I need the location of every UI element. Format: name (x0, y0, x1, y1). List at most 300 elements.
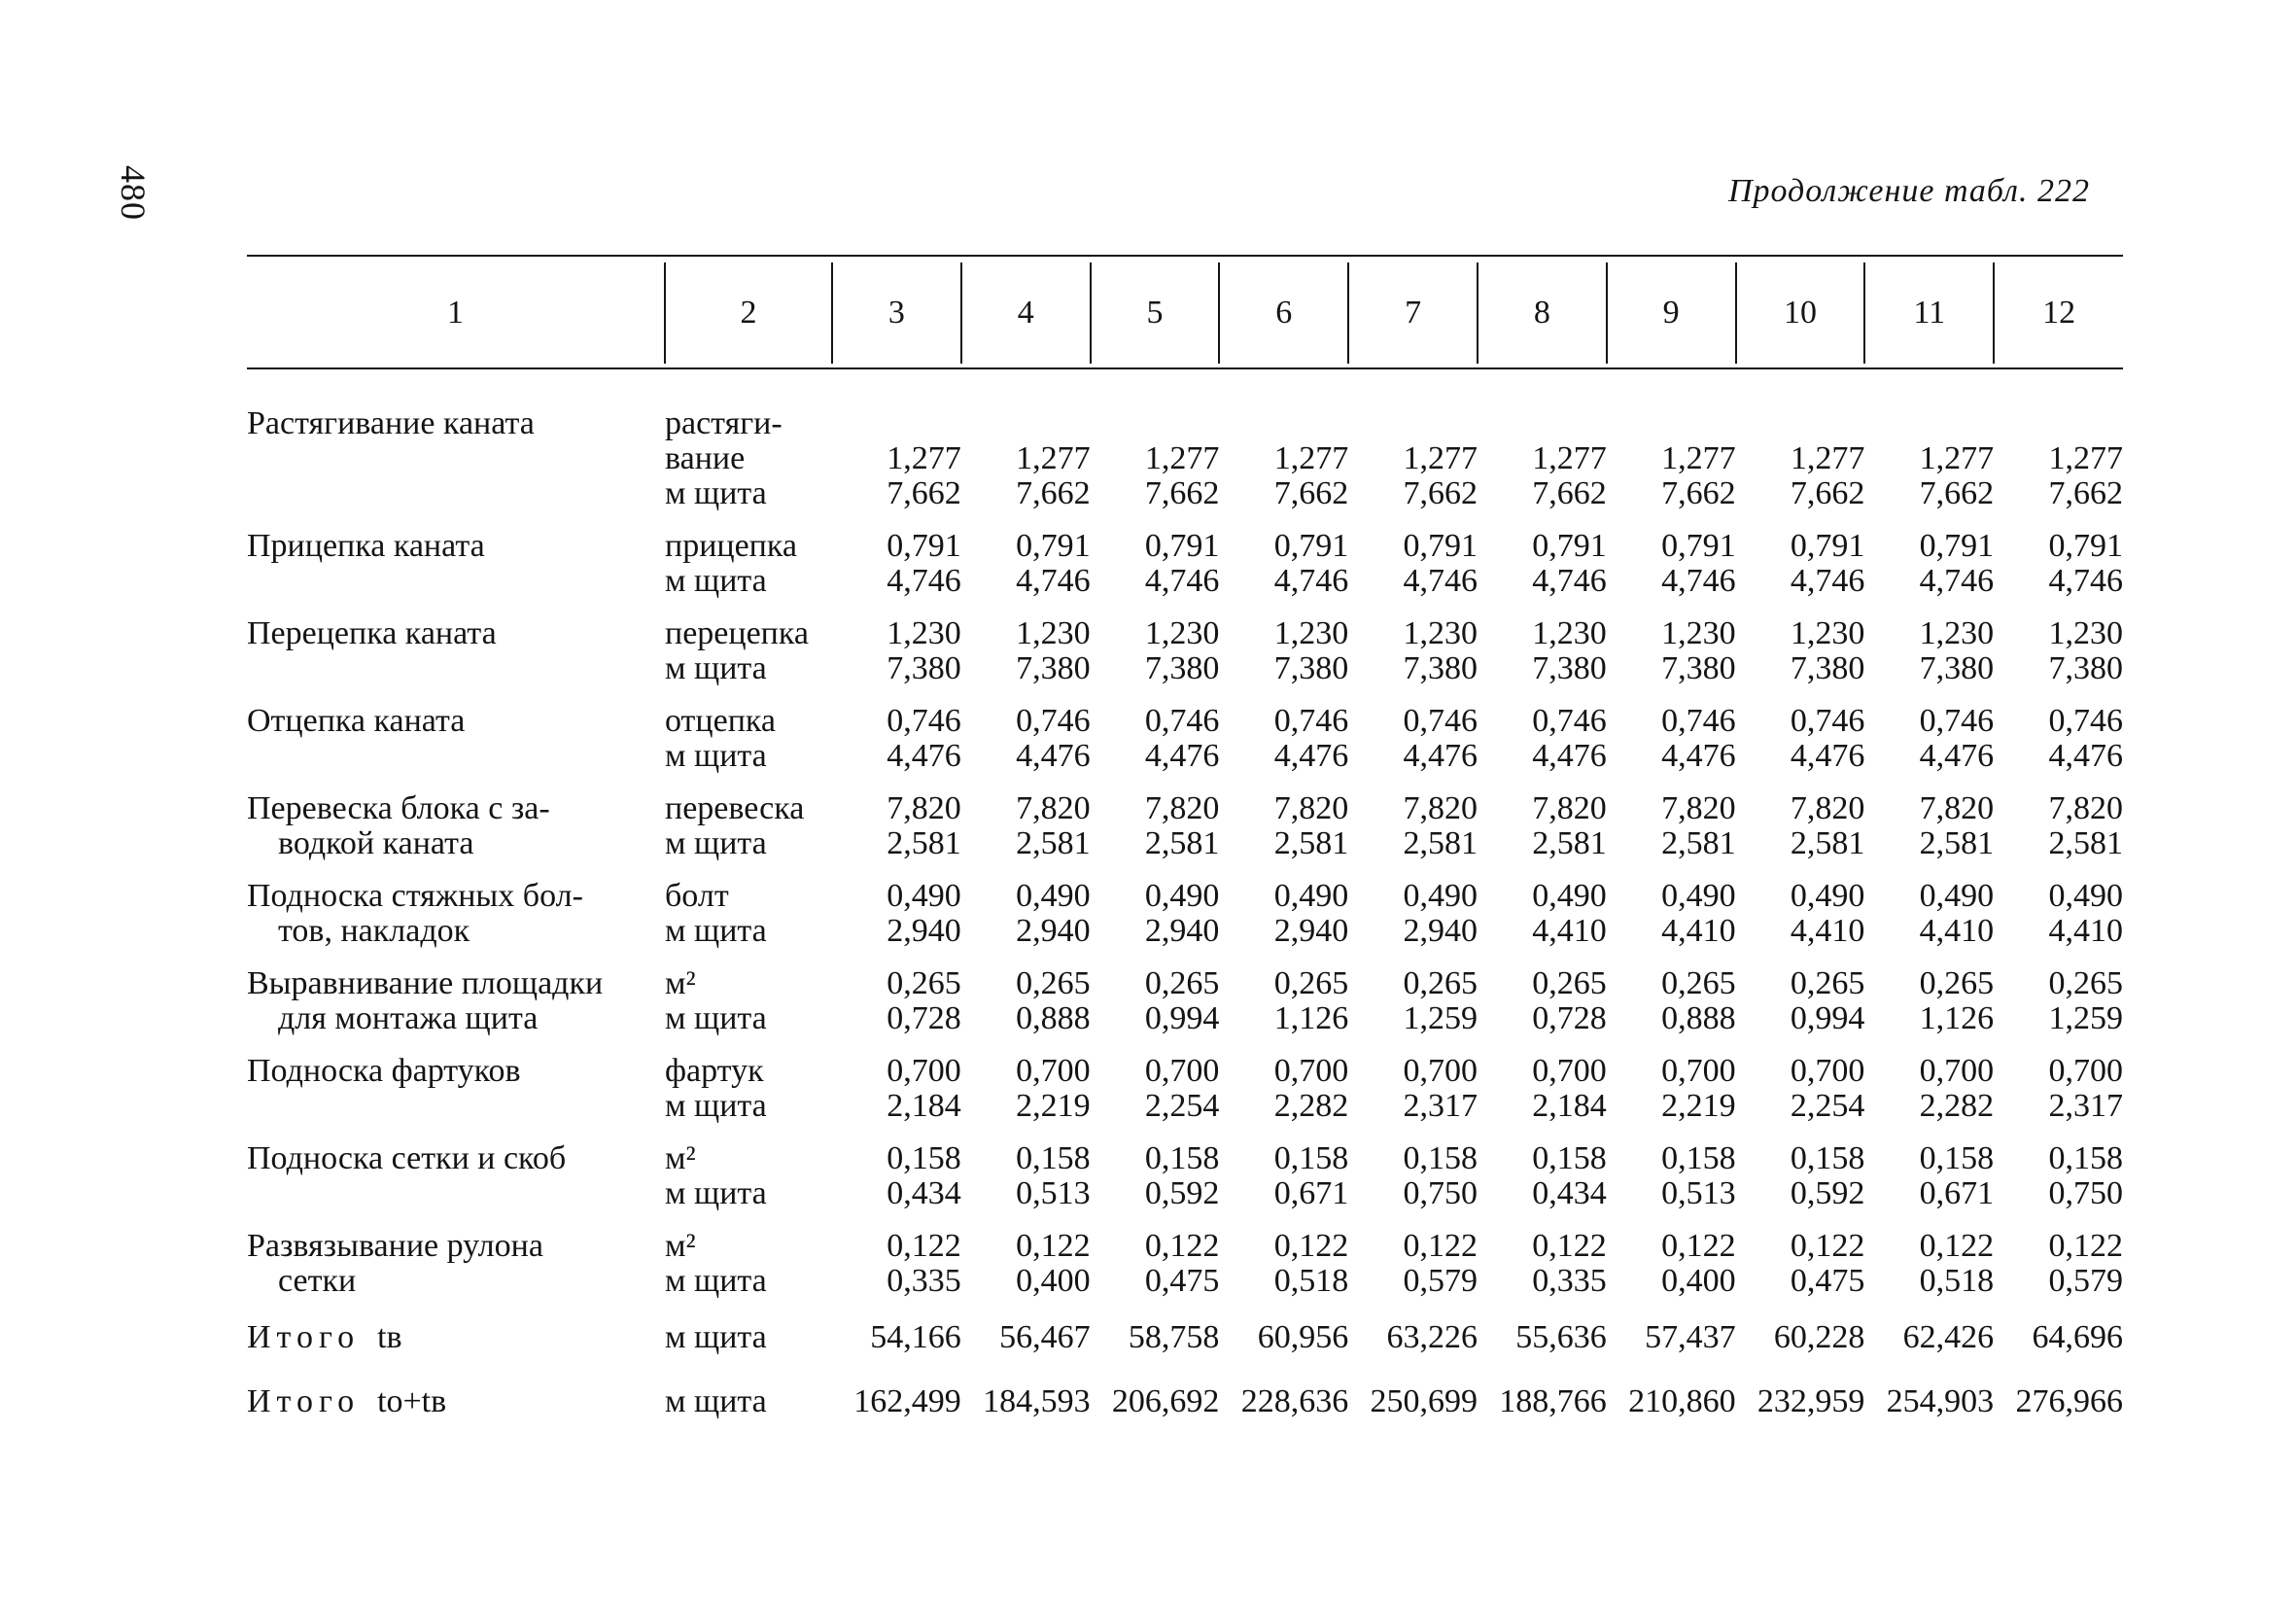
value-line: 0,265 (887, 965, 961, 1001)
value-cell (1736, 966, 1865, 1054)
value-line: 0,158 (1661, 1140, 1736, 1176)
value-line: 0,746 (1790, 703, 1865, 739)
value-line: 2,581 (1661, 825, 1736, 861)
total-label (247, 1316, 665, 1381)
value-line: 0,994 (1144, 1000, 1220, 1036)
table-top-rule (247, 255, 2123, 257)
value-line: 4,746 (1016, 563, 1091, 599)
value-cell (1864, 791, 1994, 879)
table-caption: Продолжение табл. 222 (1727, 173, 2090, 209)
table-row (247, 966, 2123, 1054)
unit-line: растяги- (665, 405, 783, 441)
value-line: 0,158 (1403, 1140, 1478, 1176)
value-line: 0,158 (1532, 1140, 1607, 1176)
value-cell (1736, 1054, 1865, 1141)
column-header: 6 (1219, 262, 1348, 364)
value-line: 0,994 (1790, 1000, 1865, 1036)
value-line: 1,259 (1403, 1000, 1478, 1036)
value-line: 4,410 (1790, 913, 1865, 949)
value-line: 0,791 (887, 528, 961, 564)
value-line: 4,410 (1532, 913, 1607, 949)
total-value: 60,228 (1773, 1319, 1865, 1355)
value-line: 0,728 (887, 1000, 961, 1036)
value-line: 1,230 (1273, 615, 1349, 651)
total-value: 206,692 (1111, 1383, 1220, 1419)
value-line: 4,746 (1661, 563, 1736, 599)
value-line: 0,750 (1403, 1175, 1478, 1211)
page-number: 480 (114, 165, 153, 221)
value-line: 7,380 (1532, 650, 1607, 686)
value-line: 0,490 (2048, 878, 2123, 914)
unit-cell (665, 616, 832, 704)
value-line: 0,791 (1919, 528, 1995, 564)
value-line: 0,158 (1016, 1140, 1091, 1176)
value-line: 2,282 (1273, 1088, 1349, 1124)
value-cell (1219, 1141, 1348, 1229)
value-cell (832, 791, 961, 879)
value-line: 2,219 (1661, 1088, 1736, 1124)
value-line: 7,662 (1532, 475, 1607, 511)
value-line: 4,476 (1016, 738, 1091, 774)
value-line: 1,126 (1273, 1000, 1349, 1036)
table-row (247, 1054, 2123, 1141)
value-line: 2,581 (1790, 825, 1865, 861)
value-line: 0,490 (1016, 878, 1091, 914)
total-value: 210,860 (1628, 1383, 1736, 1419)
value-cell (1994, 791, 2123, 879)
value-line: 7,380 (887, 650, 961, 686)
value-line: 0,122 (1661, 1228, 1736, 1264)
value-line: 1,277 (1016, 440, 1091, 476)
value-cell (1736, 406, 1865, 529)
value-line: 2,282 (1919, 1088, 1995, 1124)
value-cell (1607, 529, 1736, 616)
value-line: 0,335 (1532, 1263, 1607, 1299)
value-line: 1,230 (1532, 615, 1607, 651)
value-line: 0,700 (1919, 1053, 1995, 1089)
operation-name-line: Перевеска блока с за- (247, 790, 550, 826)
value-line: 7,820 (1016, 790, 1091, 826)
value-line: 1,277 (1790, 440, 1865, 476)
total-unit: м щита (665, 1319, 767, 1355)
column-header: 2 (665, 262, 832, 364)
value-cell (1219, 1054, 1348, 1141)
unit-line: м щита (665, 738, 767, 774)
value-line: 7,380 (2048, 650, 2123, 686)
value-line: 7,662 (2048, 475, 2123, 511)
value-line: 7,380 (1016, 650, 1091, 686)
table-row (247, 529, 2123, 616)
value-line: 2,254 (1790, 1088, 1865, 1124)
value-cell (1607, 616, 1736, 704)
value-line: 7,820 (1532, 790, 1607, 826)
value-line: 4,476 (1790, 738, 1865, 774)
value-line: 2,581 (2048, 825, 2123, 861)
value-cell (1348, 616, 1478, 704)
value-line: 7,662 (1016, 475, 1091, 511)
value-line: 0,158 (2048, 1140, 2123, 1176)
value-line: 4,746 (1532, 563, 1607, 599)
value-line: 7,820 (2048, 790, 2123, 826)
value-line: 0,579 (1403, 1263, 1478, 1299)
value-line: 7,820 (1273, 790, 1349, 826)
value-line: 0,434 (887, 1175, 961, 1211)
value-line: 0,700 (1403, 1053, 1478, 1089)
value-cell (1348, 1054, 1478, 1141)
value-line: 2,184 (1532, 1088, 1607, 1124)
unit-line: м щита (665, 825, 767, 861)
value-line: 0,265 (1144, 965, 1220, 1001)
value-line: 1,277 (1919, 440, 1995, 476)
unit-line: перевеска (665, 790, 805, 826)
value-line: 0,265 (1661, 965, 1736, 1001)
total-value: 60,956 (1257, 1319, 1349, 1355)
unit-line: м щита (665, 650, 767, 686)
value-cell (1607, 1141, 1736, 1229)
value-cell (1478, 1229, 1607, 1316)
value-line: 0,746 (1403, 703, 1478, 739)
value-line: 7,380 (1273, 650, 1349, 686)
value-cell (832, 406, 961, 529)
operation-name (247, 1141, 665, 1229)
value-cell (1219, 406, 1348, 529)
value-cell (1219, 879, 1348, 966)
total-label-symbol: tв (377, 1319, 402, 1355)
value-line: 0,791 (1403, 528, 1478, 564)
value-line: 7,380 (1144, 650, 1220, 686)
value-line: 2,219 (1016, 1088, 1091, 1124)
unit-cell (665, 1054, 832, 1141)
value-line: 1,230 (887, 615, 961, 651)
value-cell (1478, 1141, 1607, 1229)
value-line: 0,888 (1016, 1000, 1091, 1036)
unit-line: м щита (665, 563, 767, 599)
value-cell (832, 1229, 961, 1316)
value-line: 0,265 (1016, 965, 1091, 1001)
total-value: 184,593 (983, 1383, 1091, 1419)
value-line: 0,400 (1661, 1263, 1736, 1299)
value-line: 0,791 (1661, 528, 1736, 564)
value-cell (1736, 791, 1865, 879)
column-header: 5 (1091, 262, 1220, 364)
value-line: 7,820 (1919, 790, 1995, 826)
column-header: 7 (1348, 262, 1478, 364)
value-cell (1736, 529, 1865, 616)
value-line: 7,662 (1919, 475, 1995, 511)
value-line: 7,380 (1790, 650, 1865, 686)
operation-name-line: Отцепка каната (247, 703, 466, 739)
value-line: 0,265 (1919, 965, 1995, 1001)
operation-name-line: Развязывание рулона (247, 1228, 543, 1264)
value-line: 4,476 (1919, 738, 1995, 774)
value-cell (1478, 704, 1607, 791)
total-row (247, 1381, 2123, 1445)
value-cell (1348, 879, 1478, 966)
value-line: 0,746 (1144, 703, 1220, 739)
value-line: 0,158 (887, 1140, 961, 1176)
unit-cell (665, 704, 832, 791)
value-cell (832, 616, 961, 704)
value-line: 0,700 (2048, 1053, 2123, 1089)
value-cell (1864, 1141, 1994, 1229)
value-cell (1219, 966, 1348, 1054)
value-line: 4,476 (1273, 738, 1349, 774)
operation-name-line: тов, накладок (278, 913, 470, 949)
value-cell (961, 616, 1091, 704)
value-cell (1607, 791, 1736, 879)
value-line: 7,820 (1403, 790, 1478, 826)
value-line: 0,265 (1790, 965, 1865, 1001)
column-header: 4 (961, 262, 1091, 364)
value-line: 1,277 (1403, 440, 1478, 476)
value-line: 0,122 (1016, 1228, 1091, 1264)
value-line: 1,259 (2048, 1000, 2123, 1036)
value-line: 1,230 (1790, 615, 1865, 651)
value-line: 2,581 (1144, 825, 1220, 861)
value-cell (1864, 529, 1994, 616)
value-line: 2,581 (1919, 825, 1995, 861)
operation-name (247, 1054, 665, 1141)
table-row (247, 791, 2123, 879)
unit-line: м щита (665, 475, 767, 511)
column-header: 1 (447, 295, 464, 331)
value-cell (832, 1141, 961, 1229)
value-line: 0,791 (1273, 528, 1349, 564)
value-cell (1478, 966, 1607, 1054)
value-cell (1478, 879, 1607, 966)
operation-name (247, 704, 665, 791)
value-line: 2,940 (1273, 913, 1349, 949)
value-line: 0,671 (1273, 1175, 1349, 1211)
operation-name (247, 616, 665, 704)
value-cell (1091, 791, 1220, 879)
value-line: 0,513 (1661, 1175, 1736, 1211)
value-cell (1348, 966, 1478, 1054)
value-cell (961, 966, 1091, 1054)
value-line: 2,317 (1403, 1088, 1478, 1124)
unit-cell (665, 966, 832, 1054)
value-line: 2,940 (1016, 913, 1091, 949)
value-cell (1994, 966, 2123, 1054)
value-line: 4,410 (1661, 913, 1736, 949)
value-cell (961, 879, 1091, 966)
value-cell (1864, 879, 1994, 966)
value-line: 1,230 (1144, 615, 1220, 651)
total-value: 228,636 (1240, 1383, 1349, 1419)
value-line: 4,476 (1532, 738, 1607, 774)
unit-cell (665, 406, 832, 529)
value-cell (832, 1054, 961, 1141)
total-value: 57,437 (1645, 1319, 1736, 1355)
value-line: 4,746 (887, 563, 961, 599)
value-line: 7,380 (1919, 650, 1995, 686)
value-line: 2,940 (1144, 913, 1220, 949)
operation-name-line: Выравнивание площадки (247, 965, 604, 1001)
value-cell (1736, 879, 1865, 966)
value-line: 1,277 (1273, 440, 1349, 476)
unit-line: м² (665, 1140, 696, 1176)
value-line: 0,700 (887, 1053, 961, 1089)
operation-name (247, 879, 665, 966)
value-line: 1,126 (1919, 1000, 1995, 1036)
value-cell (1219, 704, 1348, 791)
value-line: 0,158 (1790, 1140, 1865, 1176)
value-cell (1219, 616, 1348, 704)
value-line: 1,277 (887, 440, 961, 476)
value-cell (1864, 1054, 1994, 1141)
value-cell (1478, 1054, 1607, 1141)
value-line: 0,579 (2048, 1263, 2123, 1299)
value-line: 0,475 (1790, 1263, 1865, 1299)
total-value: 162,499 (853, 1383, 961, 1419)
value-cell (1864, 1229, 1994, 1316)
value-line: 4,476 (1144, 738, 1220, 774)
value-cell (1478, 529, 1607, 616)
value-cell (1607, 704, 1736, 791)
total-value: 56,467 (999, 1319, 1091, 1355)
value-cell (1994, 1054, 2123, 1141)
value-cell (1091, 1054, 1220, 1141)
operation-name-line: Подноска фартуков (247, 1053, 521, 1089)
value-line: 0,265 (1532, 965, 1607, 1001)
value-line: 0,671 (1919, 1175, 1995, 1211)
value-line: 4,476 (887, 738, 961, 774)
total-label (247, 1381, 665, 1445)
value-cell (961, 704, 1091, 791)
value-line: 0,518 (1919, 1263, 1995, 1299)
operation-name (247, 406, 665, 529)
column-header: 9 (1607, 262, 1736, 364)
value-cell (961, 1141, 1091, 1229)
value-line: 0,490 (887, 878, 961, 914)
total-unit: м щита (665, 1383, 767, 1419)
column-header: 8 (1478, 262, 1607, 364)
value-line: 0,490 (1144, 878, 1220, 914)
value-cell (1864, 966, 1994, 1054)
unit-line: м² (665, 1228, 696, 1264)
value-line: 4,476 (2048, 738, 2123, 774)
total-value: 276,966 (2015, 1383, 2123, 1419)
value-cell (832, 879, 961, 966)
value-cell (832, 704, 961, 791)
value-cell (832, 966, 961, 1054)
value-cell (1478, 791, 1607, 879)
operation-name-line: водкой каната (278, 825, 474, 861)
value-line: 7,662 (1403, 475, 1478, 511)
value-line: 0,490 (1661, 878, 1736, 914)
value-line: 0,700 (1661, 1053, 1736, 1089)
value-cell (1348, 529, 1478, 616)
table-row (247, 1229, 2123, 1316)
value-line: 0,122 (1273, 1228, 1349, 1264)
value-cell (1864, 704, 1994, 791)
value-line: 4,476 (1403, 738, 1478, 774)
operation-name-line: Прицепка каната (247, 528, 485, 564)
value-line: 7,380 (1661, 650, 1736, 686)
value-cell (1994, 879, 2123, 966)
value-cell (1478, 616, 1607, 704)
value-cell (1736, 616, 1865, 704)
value-cell (1091, 1229, 1220, 1316)
total-value: 250,699 (1370, 1383, 1478, 1419)
unit-cell (665, 1141, 832, 1229)
value-line: 0,888 (1661, 1000, 1736, 1036)
total-value: 54,166 (870, 1319, 961, 1355)
value-cell (961, 406, 1091, 529)
value-line: 1,277 (1661, 440, 1736, 476)
value-cell (1348, 406, 1478, 529)
value-line: 1,230 (1919, 615, 1995, 651)
value-line: 0,122 (1790, 1228, 1865, 1264)
table-row (247, 1141, 2123, 1229)
value-line: 0,490 (1790, 878, 1865, 914)
total-value: 58,758 (1128, 1319, 1220, 1355)
value-cell (1348, 1141, 1478, 1229)
value-line: 4,410 (1919, 913, 1995, 949)
value-line: 0,335 (887, 1263, 961, 1299)
value-line: 0,746 (1532, 703, 1607, 739)
total-value: 188,766 (1499, 1383, 1607, 1419)
value-line: 0,400 (1016, 1263, 1091, 1299)
value-line: 7,820 (1661, 790, 1736, 826)
value-line: 2,940 (1403, 913, 1478, 949)
table-row (247, 704, 2123, 791)
total-label-symbol: tо+tв (377, 1383, 447, 1419)
value-line: 0,750 (2048, 1175, 2123, 1211)
value-line: 0,490 (1532, 878, 1607, 914)
unit-cell (665, 791, 832, 879)
total-value: 232,959 (1757, 1383, 1865, 1419)
value-line: 7,380 (1403, 650, 1478, 686)
value-line: 2,581 (887, 825, 961, 861)
value-cell (1348, 1229, 1478, 1316)
operation-name-line: Перецепка каната (247, 615, 497, 651)
value-line: 1,230 (1403, 615, 1478, 651)
value-line: 0,122 (1532, 1228, 1607, 1264)
total-row (247, 1316, 2123, 1381)
value-cell (1091, 406, 1220, 529)
value-line: 2,581 (1016, 825, 1091, 861)
value-cell (1219, 529, 1348, 616)
value-cell (1478, 406, 1607, 529)
value-line: 1,277 (1532, 440, 1607, 476)
total-value: 62,426 (1902, 1319, 1995, 1355)
value-line: 0,746 (1016, 703, 1091, 739)
value-line: 0,158 (1919, 1140, 1995, 1176)
value-line: 0,791 (1144, 528, 1220, 564)
value-cell (1864, 406, 1994, 529)
value-line: 0,746 (887, 703, 961, 739)
value-line: 0,700 (1273, 1053, 1349, 1089)
value-line: 1,277 (2048, 440, 2123, 476)
value-cell (961, 1054, 1091, 1141)
operation-name (247, 966, 665, 1054)
unit-line: м щита (665, 1000, 767, 1036)
value-line: 0,122 (887, 1228, 961, 1264)
value-line: 2,254 (1144, 1088, 1220, 1124)
unit-cell (665, 529, 832, 616)
unit-line: м щита (665, 913, 767, 949)
unit-line: болт (665, 878, 729, 914)
value-line: 0,791 (1790, 528, 1865, 564)
total-value: 55,636 (1515, 1319, 1607, 1355)
total-value: 63,226 (1386, 1319, 1478, 1355)
value-cell (1091, 529, 1220, 616)
value-line: 0,728 (1532, 1000, 1607, 1036)
unit-line: м² (665, 965, 696, 1001)
value-cell (1994, 616, 2123, 704)
value-line: 0,746 (1661, 703, 1736, 739)
